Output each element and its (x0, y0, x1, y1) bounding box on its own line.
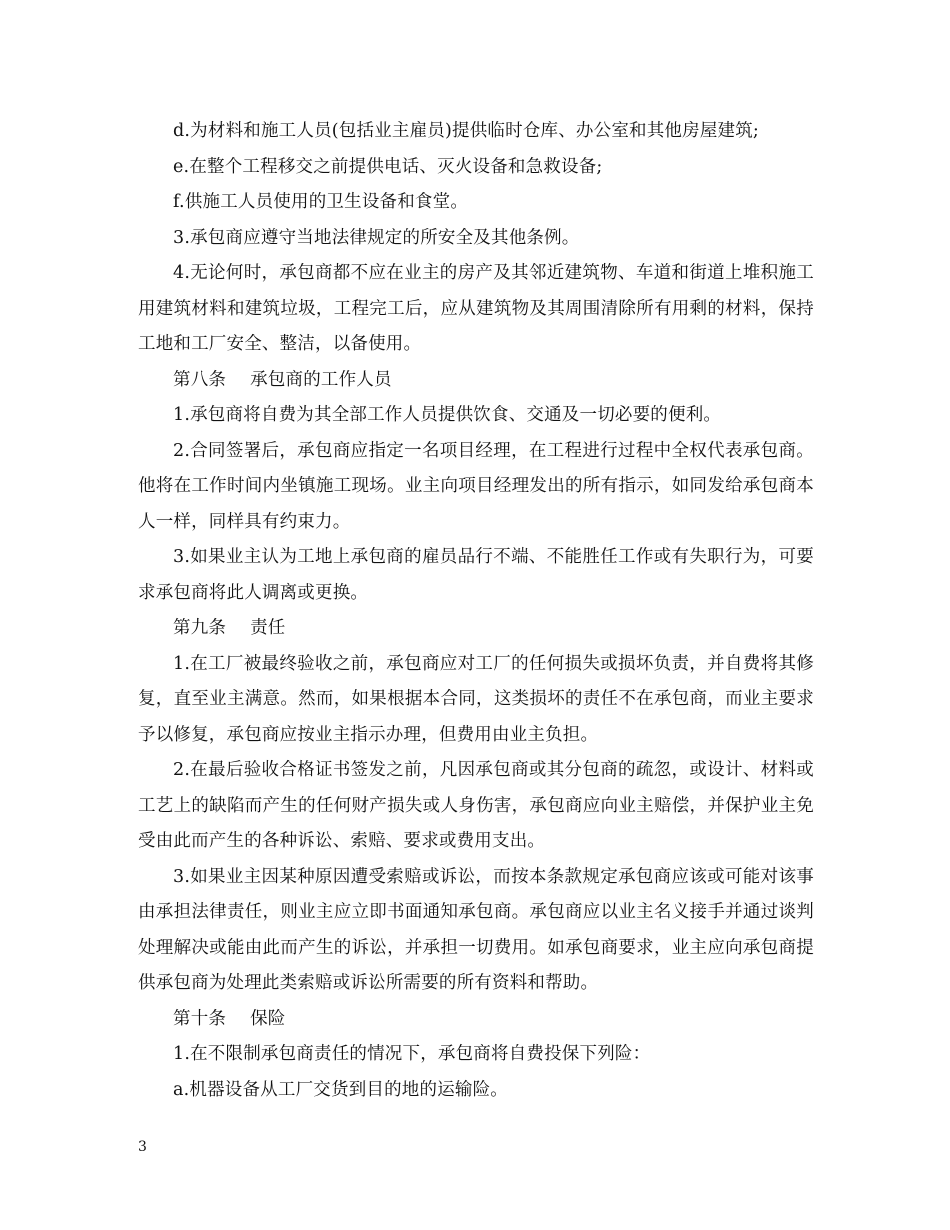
section-number: 第八条 (173, 369, 227, 390)
document-body (138, 114, 814, 1108)
body-paragraph: 2.在最后验收合格证书签发之前，凡因承包商或其分包商的疏忽，或设计、材料或工艺上的缺陷而产生的任何财产损失或人身伤害，承包商应向业主赔偿，并保护业主免受由此而产生的各种诉讼、索赔、要求或费用支出。 (138, 760, 814, 851)
page-number: 3 (138, 1139, 147, 1155)
body-paragraph: 4.无论何时，承包商都不应在业主的房产及其邻近建筑物、车道和街道上堆积施工用建筑材料和建筑垃圾，工程完工后，应从建筑物及其周围清除所有用剩的材料，保持工地和工厂安全、整洁，以备使用。 (138, 263, 814, 354)
body-paragraph: 3.如果业主认为工地上承包商的雇员品行不端、不能胜任工作或有失职行为，可要求承包商将此人调离或更换。 (138, 547, 814, 603)
body-paragraph: 3.承包商应遵守当地法律规定的所安全及其他条例。 (173, 227, 580, 248)
body-paragraph: 1.在工厂被最终验收之前，承包商应对工厂的任何损失或损坏负责，并自费将其修复，直至业主满意。然而，如果根据本合同，这类损坏的责任不在承包商，而业主要求予以修复，承包商应按业主指示办理，但费用由业主负担。 (138, 653, 814, 745)
body-paragraph: e.在整个工程移交之前提供电话、灭火设备和急救设备; (173, 156, 603, 177)
section-heading (138, 1002, 814, 1038)
body-paragraph: 1.承包商将自费为其全部工作人员提供饮食、交通及一切必要的便利。 (173, 405, 722, 425)
body-paragraph: 1.在不限制承包商责任的情况下，承包商将自费投保下列险： (173, 1044, 651, 1064)
section-title: 保险 (250, 1008, 286, 1029)
body-paragraph: f.供施工人员使用的卫生设备和食堂。 (173, 192, 469, 212)
body-paragraph: a.机器设备从工厂交货到目的地的运输险。 (173, 1079, 508, 1100)
body-paragraph: d.为材料和施工人员(包括业主雇员)提供临时仓库、办公室和其他房屋建筑; (173, 121, 760, 141)
section-heading (138, 611, 814, 647)
section-title: 承包商的工作人员 (250, 369, 392, 390)
section-number: 第九条 (173, 618, 227, 638)
section-number: 第十条 (173, 1008, 227, 1029)
section-heading (138, 363, 814, 399)
body-paragraph: 2.合同签署后，承包商应指定一名项目经理，在工程进行过程中全权代表承包商。他将在工作时间内坐镇施工现场。业主向项目经理发出的所有指示，如同发给承包商本人一样，同样具有约束力。 (138, 440, 814, 532)
section-title: 责任 (250, 618, 286, 638)
body-paragraph: 3.如果业主因某种原因遭受索赔或诉讼，而按本条款规定承包商应该或可能对该事由承担法律责任，则业主应立即书面通知承包商。承包商应以业主名义接手并通过谈判处理解决或能由此而产生的诉讼，并承担一切费用。如承包商要求，业主应向承包商提供承包商为处理此类索赔或诉讼所需要的所有资料和帮助。 (138, 866, 814, 993)
